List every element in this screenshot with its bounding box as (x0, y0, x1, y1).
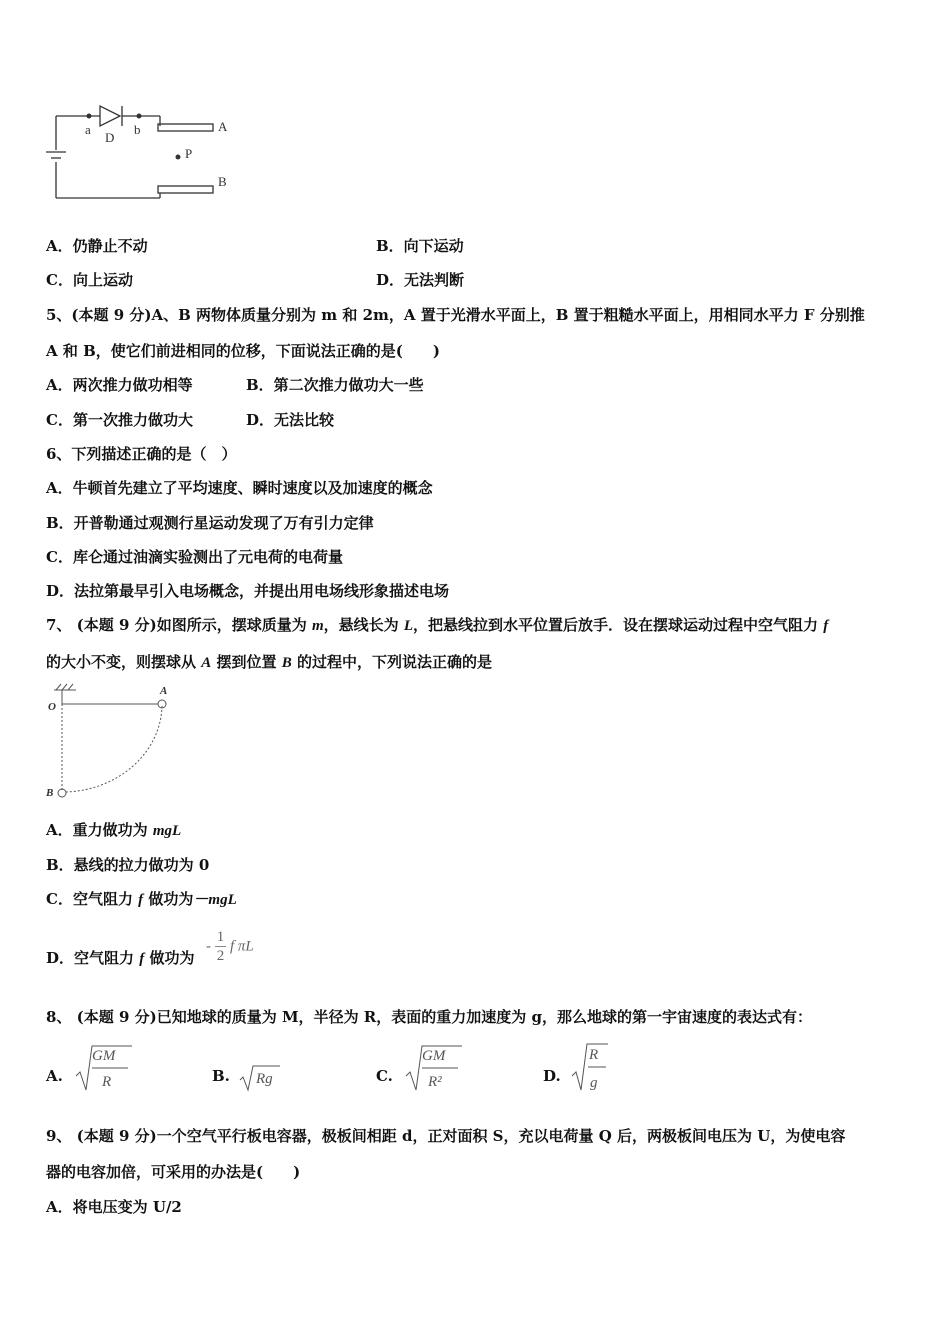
q7-option-d[interactable]: D．空气阻力 f 做功为 (46, 949, 195, 967)
q4-option-c[interactable]: C．向上运动 (46, 271, 133, 289)
q8-option-d-label[interactable]: D. (543, 1067, 561, 1085)
q4-option-a[interactable]: A．仍静止不动 (46, 237, 148, 255)
q8-c-numerator: GM (422, 1048, 446, 1064)
q4-option-b[interactable]: B．向下运动 (376, 237, 464, 255)
q7-option-d-formula (206, 928, 254, 965)
q5-stem-line2: A 和 B，使它们前进相同的位移，下面说法正确的是( ) (46, 342, 440, 360)
q6-option-d[interactable]: D．法拉第最早引入电场概念，并提出用电场线形象描述电场 (46, 582, 450, 600)
q8-stem: 8、 (本题 9 分)已知地球的质量为 M，半径为 R，表面的重力加速度为 g，那么地球的第一宇宙速度的表达式有： (46, 1008, 812, 1026)
q8-a-denominator: R (102, 1074, 112, 1090)
q4-option-d[interactable]: D．无法判断 (376, 271, 465, 289)
q7-stem-line2: 的大小不变，则摆球从 A 摆到位置 B 的过程中，下列说法正确的是 (46, 653, 492, 671)
label-D: D (105, 130, 115, 145)
formula-tail: f πL (230, 938, 254, 955)
q8-d-denominator: g (590, 1075, 598, 1091)
q7-option-a[interactable]: A．重力做功为 mgL (46, 821, 182, 839)
q6-option-a[interactable]: A．牛顿首先建立了平均速度、瞬时速度以及加速度的概念 (46, 479, 433, 497)
label-b: b (134, 122, 141, 137)
formula-fraction: $\frac{1}{2}$ (216, 929, 225, 964)
pendulum-diagram (40, 682, 180, 804)
q8-c-denominator: R² (428, 1074, 442, 1090)
q9-option-a[interactable]: A．将电压变为 U/2 (46, 1198, 182, 1216)
q7-option-b[interactable]: B．悬线的拉力做功为 0 (46, 856, 210, 874)
fig-label-B: B (46, 787, 54, 799)
q8-option-a-label[interactable]: A. (46, 1067, 63, 1085)
label-P: P (185, 146, 193, 161)
q6-stem: 6、下列描述正确的是（ ） (46, 445, 237, 463)
q8-option-c-label[interactable]: C. (376, 1067, 393, 1085)
q6-option-b[interactable]: B．开普勒通过观测行星运动发现了万有引力定律 (46, 514, 374, 532)
q7-stem-line1: 7、 (本题 9 分)如图所示，摆球质量为 m，悬线长为 L，把悬线拉到水平位置后放手．设在摆球运动过程中空气阻力 f (46, 616, 829, 634)
label-A: A (218, 119, 228, 134)
circuit-diagram (40, 100, 240, 210)
q5-option-a[interactable]: A．两次推力做功相等 (46, 376, 193, 394)
q8-a-numerator: GM (92, 1048, 116, 1064)
label-a: a (85, 122, 91, 137)
q5-option-d[interactable]: D．无法比较 (246, 411, 335, 429)
fig-label-A: A (160, 685, 168, 697)
q8-option-b-label[interactable]: B. (212, 1067, 230, 1085)
label-B: B (218, 174, 227, 189)
q5-stem-line1: 5、(本题 9 分)A、B 两物体质量分别为 m 和 2m，A 置于光滑水平面上，B 置于粗糙水平面上，用相同水平力 F 分别推 (46, 306, 865, 324)
q9-stem-line1: 9、 (本题 9 分)一个空气平行板电容器，极板间相距 d，正对面积 S，充以电荷量 Q 后，两极板间电压为 U，为使电容 (46, 1127, 846, 1145)
q6-option-c[interactable]: C．库仑通过油滴实验测出了元电荷的电荷量 (46, 548, 343, 566)
q5-option-b[interactable]: B．第二次推力做功大一些 (246, 376, 424, 394)
q8-b-expression: Rg (256, 1071, 273, 1087)
q7-option-c[interactable]: C．空气阻力 f 做功为－mgL (46, 890, 237, 908)
q9-stem-line2: 器的电容加倍，可采用的办法是( ) (46, 1163, 301, 1181)
formula-minus: - (206, 938, 211, 955)
q5-option-c[interactable]: C．第一次推力做功大 (46, 411, 193, 429)
fig-label-O: O (48, 701, 56, 713)
q8-d-numerator: R (589, 1047, 599, 1063)
